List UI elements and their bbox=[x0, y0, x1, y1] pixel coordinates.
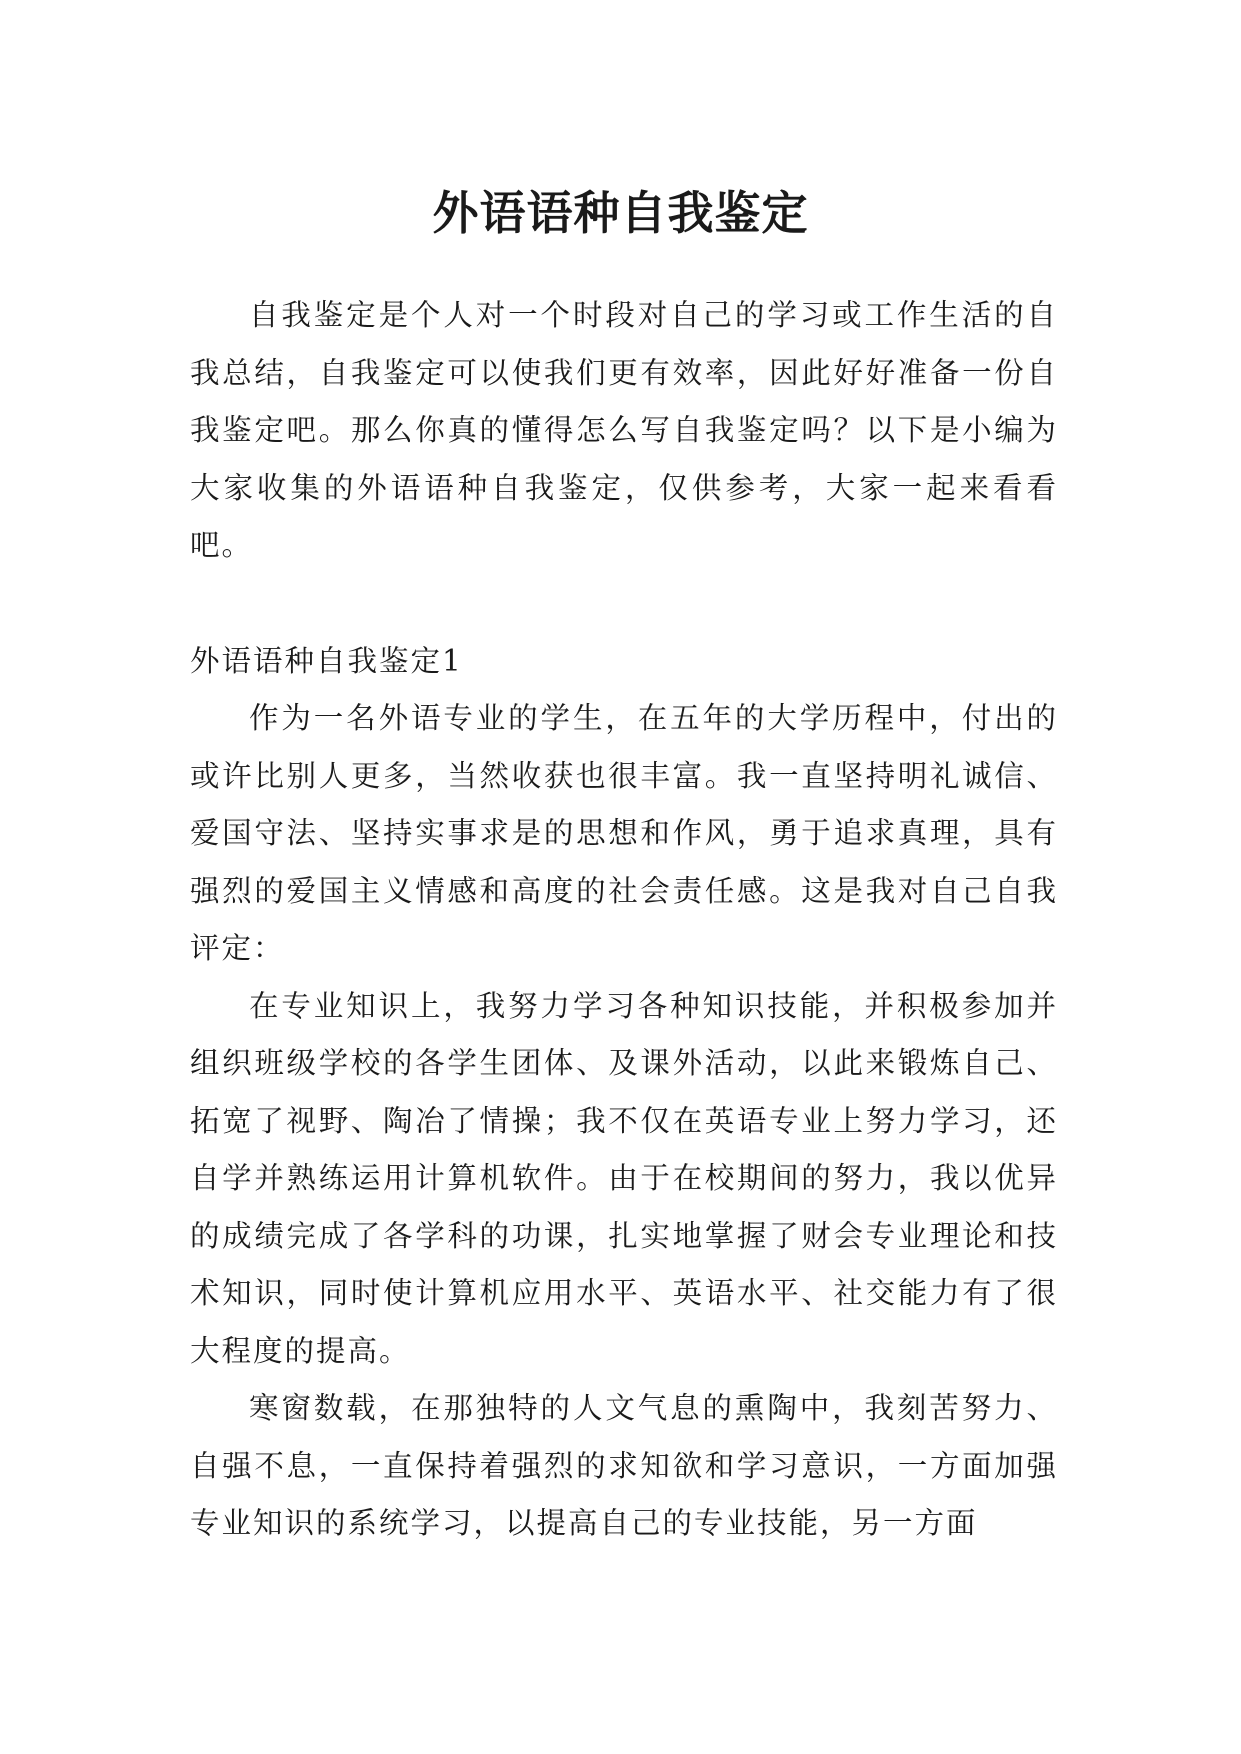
body-paragraph-3: 寒窗数载，在那独特的人文气息的熏陶中，我刻苦努力、自强不息，一直保持着强烈的求知欲和学习意识，一方面加强专业知识的系统学习，以提高自己的专业技能，另一方面 bbox=[190, 1391, 1058, 1540]
document-body bbox=[190, 287, 1058, 1553]
body-paragraph-2: 在专业知识上，我努力学习各种知识技能，并积极参加并组织班级学校的各学生团体、及课外活动，以此来锻炼自己、拓宽了视野、陶冶了情操；我不仅在英语专业上努力学习，还自学并熟练运用计算机软件。由于在校期间的努力，我以优异的成绩完成了各学科的功课，扎实地掌握了财会专业理论和技术知识，同时使计算机应用水平、英语水平、社交能力有了很大程度的提高。 bbox=[190, 988, 1058, 1368]
intro-paragraph: 自我鉴定是个人对一个时段对自己的学习或工作生活的自我总结，自我鉴定可以使我们更有效率，因此好好准备一份自我鉴定吧。那么你真的懂得怎么写自我鉴定吗？以下是小编为大家收集的外语语种自我鉴定，仅供参考，大家一起来看看吧。 bbox=[190, 298, 1058, 562]
document-title: 外语语种自我鉴定 bbox=[432, 185, 809, 240]
body-paragraph-1: 作为一名外语专业的学生，在五年的大学历程中，付出的或许比别人更多，当然收获也很丰富。我一直坚持明礼诚信、爱国守法、坚持实事求是的思想和作风，勇于追求真理，具有强烈的爱国主义情感和高度的社会责任感。这是我对自己自我评定： bbox=[190, 701, 1058, 965]
section-heading: 外语语种自我鉴定1 bbox=[190, 643, 463, 678]
section-spacer bbox=[190, 575, 1058, 633]
